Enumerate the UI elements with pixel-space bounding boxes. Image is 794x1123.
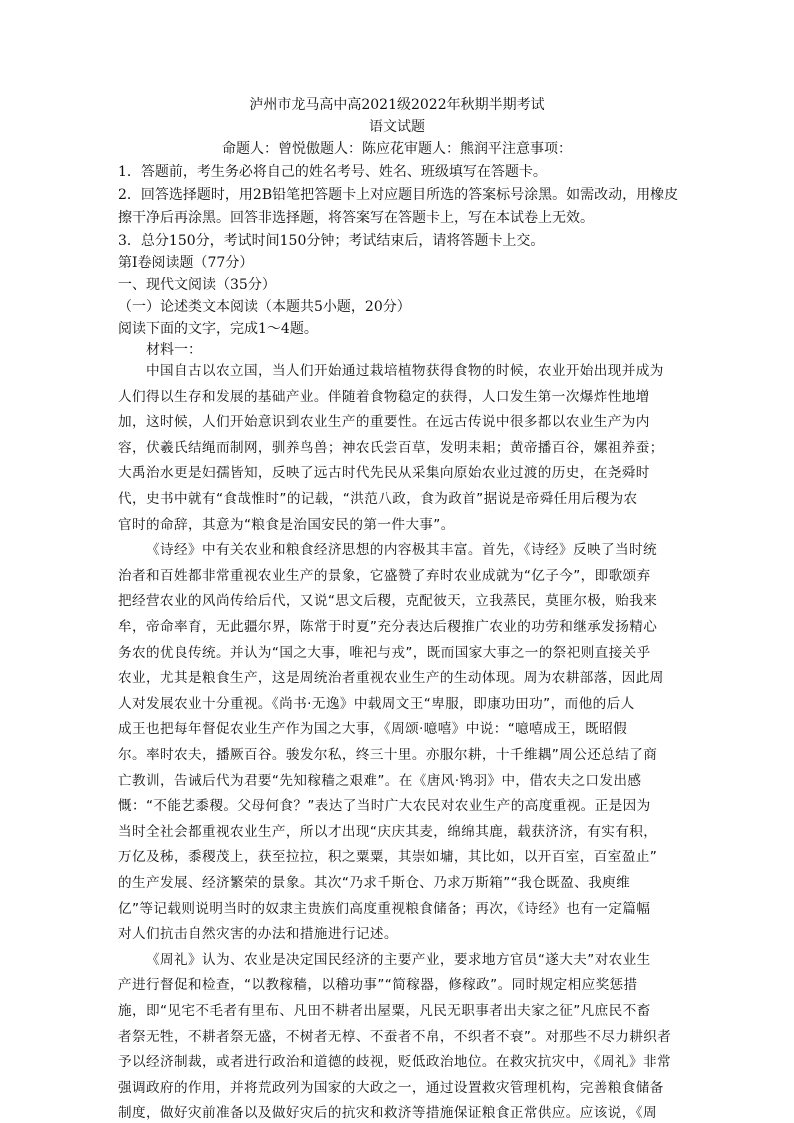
exam-subject: 语文试题 — [369, 119, 425, 135]
passage-line: 当时全社会都重视农业生产，所以才出现“庆庆其麦，绵绵其鹿，载获济济，有实有积， — [118, 823, 658, 840]
exam-authors: 命题人：曾悦傲题人：陈应花审题人：熊润平注意事项： — [222, 141, 572, 157]
reading-prompt: 阅读下面的文字，完成1～4题。 — [118, 321, 318, 337]
instruction-1: 1．答题前，考生务必将自己的姓名考号、姓名、班级填写在答题卡。 — [118, 164, 547, 180]
section-part: 一、现代文阅读（35分） — [118, 277, 276, 293]
passage-line: 予以经济制裁，或者进行政治和道德的歧视，贬低政治地位。在救灾抗灾中，《周礼》非常 — [118, 1054, 671, 1071]
passage-line: 成王也把每年督促农业生产作为国之大事，《周颂·噫嘻》中说：“噫嘻成王，既昭假 — [118, 721, 628, 738]
passage-line: 《诗经》中有关农业和粮食经济思想的内容极其丰富。首先，《诗经》反映了当时统 — [146, 542, 657, 559]
passage-line: 人对发展农业十分重视。《尚书·无逸》中载周文王“卑服，即康功田功”，而他的后人 — [118, 695, 635, 712]
material-label: 材料一： — [146, 342, 202, 358]
instruction-2: 2．回答选择题时，用2B铅笔把答题卡上对应题目所选的答案标号涂黑。如需改动，用橡皮 — [118, 187, 679, 203]
passage-line: 大禹治水更是妇孺皆知，反映了远古时代先民从采集向原始农业过渡的历史，在尧舜时 — [118, 465, 650, 482]
passage-line: 牟，帝命率育，无此疆尔界，陈常于时夏”充分表达后稷推广农业的功劳和继承发扬精心 — [118, 619, 658, 635]
passage-line: 的生产发展、经济繁荣的景象。其次“乃求千斯仓、乃求万斯箱”“我仓既盈、我庾维 — [118, 875, 631, 891]
passage-line: 慨：“不能艺黍稷。父母何食？”表达了当时广大农民对农业生产的高度重视。正是因为 — [118, 798, 651, 815]
passage-line: 者祭无牲，不耕者祭无盛，不树者无椁、不蚕者不帛，不织者不衰”。对那些不尽力耕织者 — [118, 1028, 672, 1045]
passage-line: 人们得以生存和发展的基础产业。伴随着食物稳定的获得，人口发生第一次爆炸性地增 — [118, 388, 650, 405]
passage-line: 产进行督促和检查，“以教稼穑，以稽功事”“简稼器，修稼政”。同时规定相应奖惩措 — [118, 977, 638, 994]
passage-line: 农业，尤其是粮食生产，这是周统治者重视农业生产的生动体现。周为农耕部落，因此周 — [118, 670, 664, 687]
passage-line: 加，这时候，人们开始意识到农业生产的重要性。在远古传说中很多都以农业生产为内 — [118, 414, 650, 431]
instruction-2-cont: 擦干净后再涂黑。回答非选择题，将答案写在答题卡上，写在本试卷上无效。 — [118, 210, 594, 226]
passage-line: 中国自古以农立国，当人们开始通过栽培植物获得食物的时候，农业开始出现并成为 — [146, 363, 664, 379]
passage-line: 强调政府的作用，并将荒政列为国家的大政之一，通过设置救灾管理机构，完善粮食储备 — [118, 1079, 664, 1096]
passage-line: 官时的命辞，其意为“粮食是治国安民的第一件大事”。 — [118, 516, 455, 533]
passage-line: 亡教训，告诫后代为君要“先知稼穑之艰难”。在《唐风·鸨羽》中，借农夫之口发出感 — [118, 772, 642, 789]
passage-line: 务农的优良传统。并认为“国之大事，唯祀与戎”，既而国家大事之一的祭祀则直接关乎 — [118, 644, 651, 661]
passage-line: 代，史书中就有“食哉惟时”的记载，“洪范八政，食为政首”据说是帝舜任用后稷为农 — [118, 491, 638, 507]
passage-line: 治者和百姓都非常重视农业生产的景象，它盛赞了弃时农业成就为“亿子今”，即歌颂弃 — [118, 567, 651, 584]
passage-line: 制度，做好灾前准备以及做好灾后的抗灾和救济等措施保证粮食正常供应。应该说，《周 — [118, 1105, 657, 1122]
passage-line: 亿”等记载则说明当时的奴隶主贵族们高度重视粮食储备；再次，《诗经》也有一定篇幅 — [118, 900, 651, 917]
passage-line: 对人们抗击自然灾害的办法和措施进行记述。 — [118, 926, 398, 943]
section-volume: 第Ⅰ卷阅读题（77分） — [118, 255, 254, 271]
passage-line: 容，伏羲氏结绳而制网，驯养鸟兽；神农氏尝百草，发明耒耜；黄帝播百谷，嫘祖养蚕； — [118, 439, 664, 456]
passage-line: 施，即“见宅不毛者有里布、凡田不耕者出屋粟，凡民无职事者出夫家之征”凡庶民不畜 — [118, 1003, 651, 1019]
passage-line: 把经营农业的风尚传给后代，又说“思文后稷，克配彼天，立我蒸民，莫匪尔极，贻我来 — [118, 593, 658, 610]
passage-line: 万亿及秭，黍稷茂上，获至拉拉，积之粟粟，其崇如墉，其比如，以开百室，百室盈止” — [118, 849, 658, 866]
passage-line: 尔。率时农夫，播厥百谷。骏发尔私，终三十里。亦服尔耕，十千维耦”周公还总结了商 — [118, 747, 658, 763]
instruction-3: 3．总分150分，考试时间150分钟；考试结束后，请将答题卡上交。 — [118, 233, 545, 249]
passage-line: 《周礼》认为、农业是决定国民经济的主要产业，要求地方官员“遂大夫”对农业生 — [146, 951, 651, 968]
exam-title: 泸州市龙马高中高2021级2022年秋期半期考试 — [249, 97, 545, 113]
section-subpart: （一）论述类文本阅读（本题共5小题，20分） — [118, 299, 411, 315]
